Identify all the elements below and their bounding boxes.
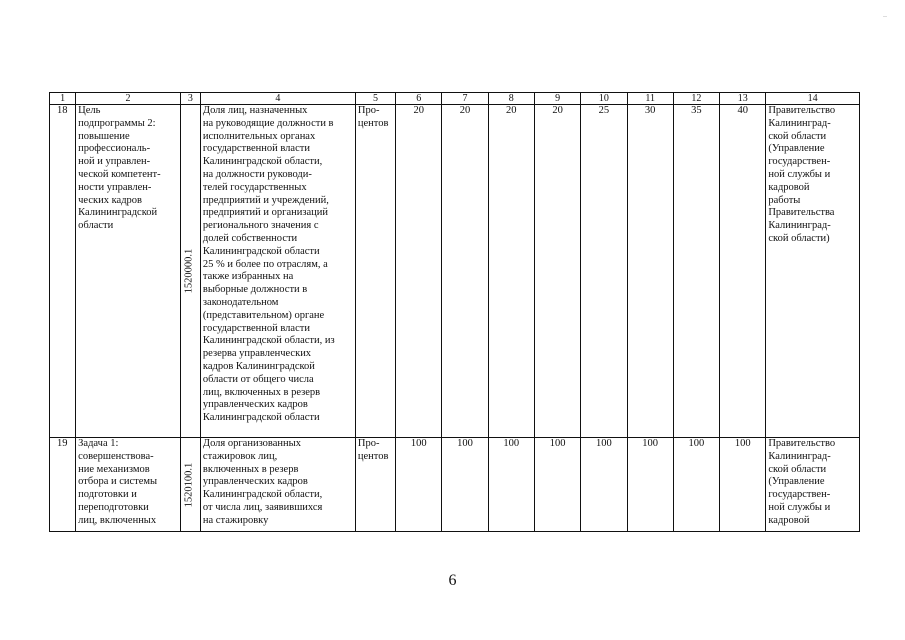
value-cell: 35 [673,105,719,438]
header-cell: 2 [76,93,181,105]
header-cell: 3 [180,93,200,105]
page-number: 6 [448,572,457,589]
unit: Про- центов [355,105,395,438]
header-cell: 14 [766,93,860,105]
value-cell: 20 [488,105,534,438]
header-cell: 11 [627,93,673,105]
header-cell: 6 [396,93,442,105]
goal-title: Цель подпрограммы 2: повышение профессиональ- ной и управлен- ческой компетент- ности управлен- ческих кадров Калининградской области [76,105,181,438]
row-number: 19 [50,438,76,532]
value-cell: 40 [720,105,766,438]
header-cell: 4 [200,93,355,105]
value-cell: 100 [581,438,627,532]
value-cell: 20 [396,105,442,438]
header-cell: 1 [50,93,76,105]
row-number: 18 [50,105,76,438]
header-cell: 5 [355,93,395,105]
value-cell: 30 [627,105,673,438]
table-row [50,105,860,438]
responsible-body: Правительство Калининград- ской области (Управление государствен- ной службы и кадровой работы Правительства Калининград- ской области) [766,105,860,438]
task-title: Задача 1: совершенствова- ние механизмов отбора и системы подготовки и переподготовки лиц, включенных [76,438,181,532]
value-cell: 25 [581,105,627,438]
table-header-row [50,93,860,105]
value-cell: 100 [488,438,534,532]
value-cell: 20 [442,105,488,438]
indicators-table [49,92,860,532]
header-cell: 13 [720,93,766,105]
value-cell: 100 [720,438,766,532]
responsible-body: Правительство Калининград- ской области (Управление государствен- ной службы и кадровой [766,438,860,532]
header-cell: 8 [488,93,534,105]
header-cell: 10 [581,93,627,105]
value-cell: 20 [534,105,580,438]
indicator-description: Доля организованных стажировок лиц, включенных в резерв управленческих кадров Калининградской области, от числа лиц, заявившихся на стажировку [200,438,355,532]
value-cell: 100 [673,438,719,532]
value-cell: 100 [627,438,673,532]
header-cell: 9 [534,93,580,105]
header-cell: 7 [442,93,488,105]
indicator-code-cell [180,438,200,532]
value-cell: 100 [442,438,488,532]
unit: Про- центов [355,438,395,532]
indicator-description: Доля лиц, назначенных на руководящие должности в исполнительных органах государственной власти Калининградской области, на должности руководи- телей государственных предприятий и учреждений, предприятий и организаций регионального значения с долей собственности Калининградской области 25 % и более по отраслям, а также избранных на выборные должности в законодательном (представительном) органе государственной власти Калининградской области, из резерва управленческих кадров Калининградской области от общего числа лиц, включенных в резерв управленческих кадров Калининградской области [200,105,355,438]
value-cell: 100 [396,438,442,532]
indicator-code-cell [180,105,200,438]
indicator-code: 1520000.1 [183,248,195,294]
table-row [50,438,860,532]
header-cell: 12 [673,93,719,105]
scan-speck [883,16,887,17]
indicator-code: 1520100.1 [183,462,195,507]
value-cell: 100 [534,438,580,532]
